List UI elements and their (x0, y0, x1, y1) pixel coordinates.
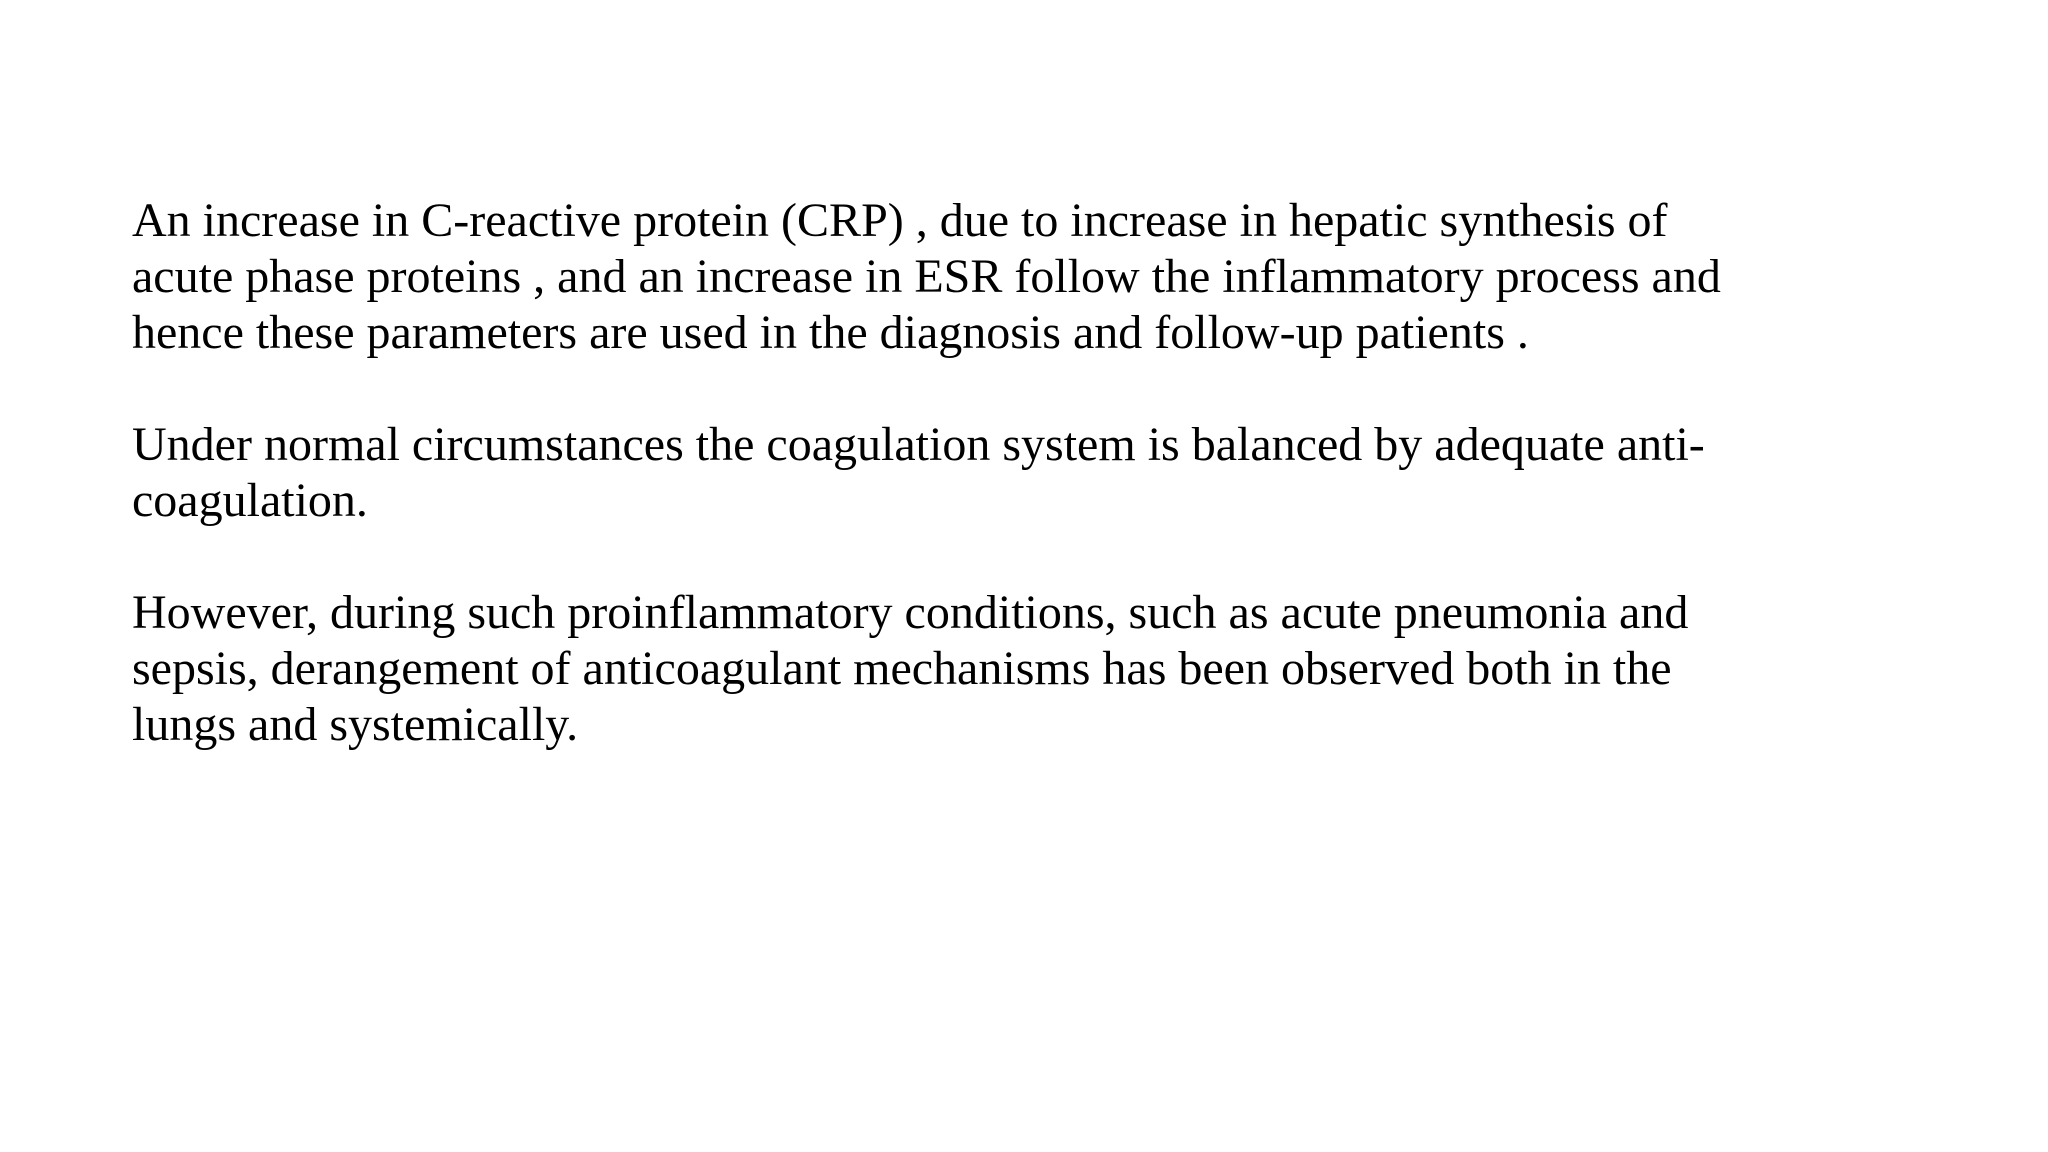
text-line: However, during such proinflammatory conditions, such as acute pneumonia and (132, 586, 1689, 639)
text-line: coagulation. (132, 474, 368, 527)
text-line: lungs and systemically. (132, 698, 579, 751)
text-line: Under normal circumstances the coagulation system is balanced by adequate anti- (132, 418, 1705, 471)
slide-body (132, 193, 1952, 809)
text-line: An increase in C-reactive protein (CRP) , due to increase in hepatic synthesis of (132, 194, 1668, 247)
paragraph-crp-esr (132, 193, 1952, 361)
paragraph-coagulation-balance (132, 417, 1952, 529)
paragraph-anticoagulant-derangement (132, 585, 1952, 753)
text-line: hence these parameters are used in the diagnosis and follow-up patients . (132, 306, 1529, 359)
text-line: sepsis, derangement of anticoagulant mechanisms has been observed both in the (132, 642, 1672, 695)
text-line: acute phase proteins , and an increase in ESR follow the inflammatory process and (132, 250, 1721, 303)
